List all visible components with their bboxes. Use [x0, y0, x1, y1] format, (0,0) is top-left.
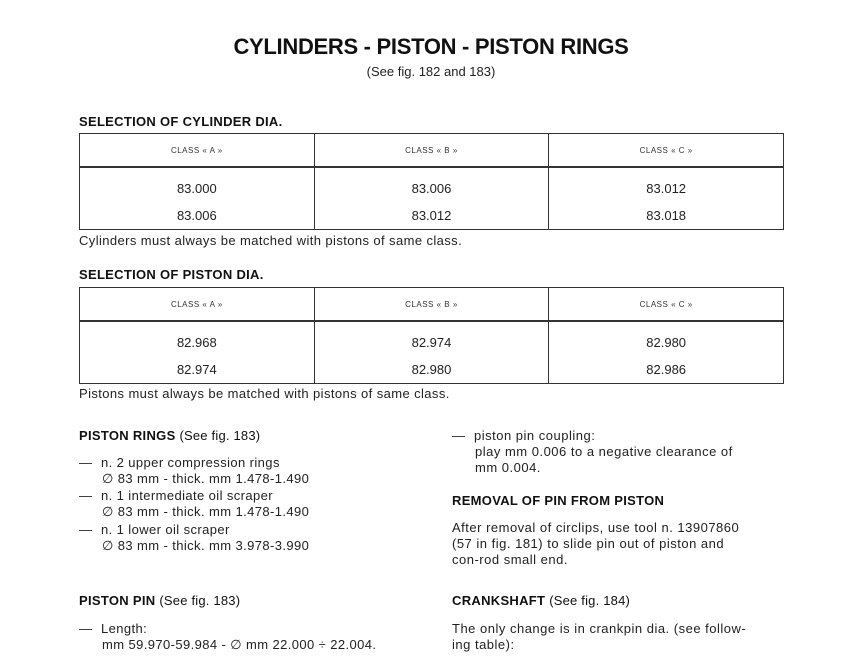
- pin-length-value: mm 59.970-59.984 - ∅ mm 22.000 ÷ 22.004.: [102, 637, 377, 652]
- ring-item-line1: n. 1 intermediate oil scraper: [101, 488, 274, 503]
- crankshaft-line1: The only change is in crankpin dia. (see follow-: [452, 621, 747, 636]
- ring-item-line1: n. 2 upper compression rings: [101, 455, 280, 470]
- table-cell: 83.012: [646, 181, 687, 196]
- crankshaft-heading: [452, 593, 630, 608]
- ring-item-line1: n. 1 lower oil scraper: [101, 522, 230, 537]
- piston-pin-heading-text: PISTON PIN: [79, 593, 156, 608]
- piston-rings-heading: [79, 428, 260, 443]
- piston-rings-ref: (See fig. 183): [179, 428, 261, 443]
- list-item: — n. 1 intermediate oil scraper ∅ 83 mm - thick. mm 1.478-1.490: [79, 488, 310, 519]
- column-header: CLASS « C »: [549, 134, 784, 168]
- table-cell: 83.000: [80, 167, 315, 202]
- piston-section-heading: SELECTION OF PISTON DIA.: [79, 267, 264, 282]
- crankshaft-text: [452, 621, 746, 653]
- table-cell: 83.006: [314, 167, 549, 202]
- list-item: — n. 2 upper compression rings ∅ 83 mm - thick. mm 1.478-1.490: [79, 455, 310, 486]
- column-header: CLASS « A »: [80, 134, 315, 168]
- crankshaft-heading-text: CRANKSHAFT: [452, 593, 546, 608]
- table-row: [80, 356, 784, 384]
- column-header: CLASS « C »: [549, 288, 784, 322]
- coupling-line3: mm 0.004.: [475, 460, 541, 475]
- table-header-row: [80, 134, 784, 168]
- table-row: [80, 321, 784, 356]
- removal-line3: con-rod small end.: [452, 552, 568, 567]
- table-cell: 82.974: [80, 356, 315, 384]
- table-header-row: [80, 288, 784, 322]
- coupling-line1: piston pin coupling:: [474, 428, 596, 443]
- cylinder-note: Cylinders must always be matched with pistons of same class.: [79, 233, 463, 248]
- table-cell: 83.012: [314, 202, 549, 230]
- table-cell: 82.986: [646, 362, 687, 377]
- table-cell: 83.018: [646, 208, 687, 223]
- table-cell: 82.968: [80, 321, 315, 356]
- removal-text: [452, 520, 739, 568]
- removal-line2: (57 in fig. 181) to slide pin out of piston and: [452, 536, 725, 551]
- table-row: [80, 167, 784, 202]
- column-header: CLASS « B »: [314, 134, 549, 168]
- coupling-line2: play mm 0.006 to a negative clearance of: [475, 444, 733, 459]
- removal-line1: After removal of circlips, use tool n. 13907860: [452, 520, 740, 535]
- table-cell: 82.980: [646, 335, 687, 350]
- cylinder-class-table: [79, 133, 784, 230]
- piston-rings-heading-text: PISTON RINGS: [79, 428, 176, 443]
- page-subtitle: (See fig. 182 and 183): [366, 64, 496, 79]
- ring-item-line2: ∅ 83 mm - thick. mm 1.478-1.490: [102, 504, 310, 519]
- pin-length-label: Length:: [101, 621, 148, 636]
- list-item: — n. 1 lower oil scraper ∅ 83 mm - thick. mm 3.978-3.990: [79, 522, 310, 553]
- ring-item-line2: ∅ 83 mm - thick. mm 1.478-1.490: [102, 471, 310, 486]
- list-item: — Length: mm 59.970-59.984 - ∅ mm 22.000 ÷ 22.004.: [79, 621, 377, 652]
- coupling-block: — piston pin coupling: play mm 0.006 to a negative clearance of mm 0.004.: [452, 428, 733, 475]
- piston-class-table: [79, 287, 784, 384]
- table-cell: 82.974: [314, 321, 549, 356]
- piston-pin-ref: (See fig. 183): [159, 593, 241, 608]
- cylinder-section-heading: SELECTION OF CYLINDER DIA.: [79, 114, 283, 129]
- piston-note: Pistons must always be matched with pistons of same class.: [79, 386, 450, 401]
- column-header: CLASS « A »: [80, 288, 315, 322]
- table-row: [80, 202, 784, 230]
- page-title: CYLINDERS - PISTON - PISTON RINGS: [233, 34, 629, 59]
- removal-heading: REMOVAL OF PIN FROM PISTON: [452, 493, 665, 508]
- crankshaft-line2: ing table):: [452, 637, 515, 652]
- piston-pin-heading: [79, 593, 240, 608]
- table-cell: 82.980: [314, 356, 549, 384]
- column-header: CLASS « B »: [314, 288, 549, 322]
- table-cell: 83.006: [80, 202, 315, 230]
- crankshaft-ref: (See fig. 184): [549, 593, 631, 608]
- ring-item-line2: ∅ 83 mm - thick. mm 3.978-3.990: [102, 538, 310, 553]
